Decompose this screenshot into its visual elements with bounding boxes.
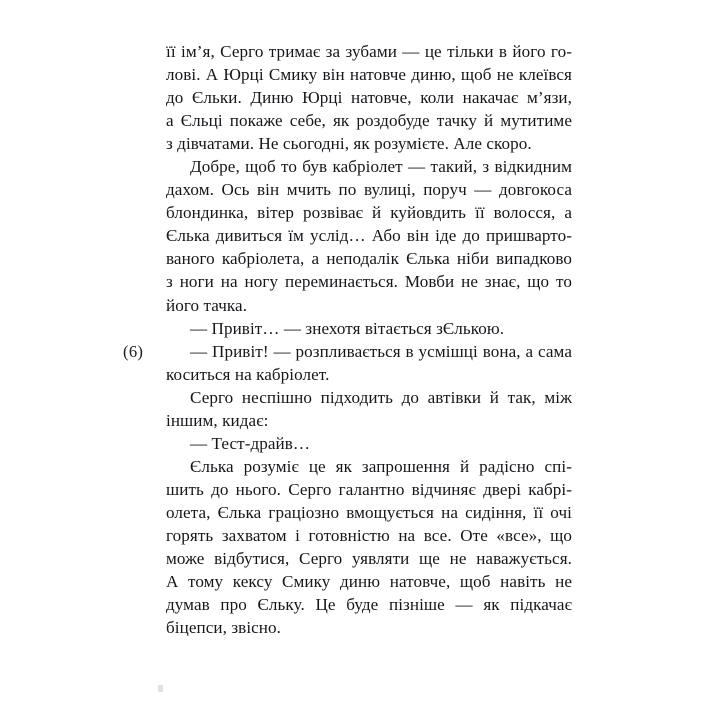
text-line: до Єльки. Диню Юрці натовче, коли накачає м’язи, <box>166 88 572 108</box>
text-line: дахом. Ось він мчить по вулиці, поруч — довгокоса <box>166 180 572 200</box>
text-line: лові. А Юрці Смику він натовче диню, щоб не клеївся <box>166 65 572 85</box>
scan-speck-artifact <box>158 685 163 692</box>
text-line: Єлька дивиться їм услід… Або він іде до пришварто- <box>166 226 572 246</box>
text-line: — Привіт… — знехотя вітається зЄлькою. <box>190 318 505 338</box>
text-line: іншим, кидає: <box>166 410 269 430</box>
text-line: Добре, щоб то був кабріолет — такий, з відкидним <box>190 157 572 177</box>
paragraph <box>166 40 572 155</box>
paragraph <box>166 155 572 316</box>
text-line: а Єльці покаже себе, як роздобуде тачку й мутитиме <box>166 111 572 131</box>
body-text-column <box>166 40 572 639</box>
text-line: може відбутися, Серго уявляти ще не наважується. <box>166 549 572 569</box>
text-line: його тачка. <box>166 295 248 315</box>
text-line: горять захватом і готовністю на все. Оте «все», що <box>166 525 572 545</box>
text-line: олета, Єлька граціозно вмощується на сидіння, її очі <box>166 502 572 522</box>
text-line: А тому кексу Смику диню натовче, щоб навіть не <box>166 572 572 592</box>
text-line: думав про Єльку. Це буде пізніше — як підкачає <box>166 595 572 615</box>
text-line: блондинка, вітер розвіває й куйовдить її волосся, а <box>166 203 572 223</box>
text-line: — Привіт! — розпливається в усмішці вона, а сама <box>190 341 572 361</box>
text-line: Серго неспішно підходить до автівки й так, між <box>190 387 572 407</box>
paragraph <box>166 317 572 340</box>
paragraph <box>166 340 572 386</box>
paragraph <box>166 455 572 639</box>
text-line: шить до нього. Серго галантно відчиняє двері кабрі- <box>166 479 572 499</box>
paragraph <box>166 432 572 455</box>
text-line: Єлька розуміє це як запрошення й радісно спі- <box>190 456 572 476</box>
text-line: ваного кабріолета, а неподалік Єлька ніби випадково <box>166 249 572 269</box>
text-line: коситься на кабріолет. <box>166 364 330 384</box>
text-line: її ім’я, Серго тримає за зубами — це тільки в його го- <box>166 42 572 61</box>
paragraph <box>166 386 572 432</box>
text-line: з ноги на ногу переминається. Мовби не знає, що то <box>166 272 572 292</box>
text-line: з дівчатами. Не сьогодні, як розумієте. Але скоро. <box>166 134 532 154</box>
text-line: біцепси, звісно. <box>166 618 282 638</box>
text-line: — Тест-драйв… <box>190 433 311 453</box>
page-number-folio: (6) <box>123 342 144 361</box>
